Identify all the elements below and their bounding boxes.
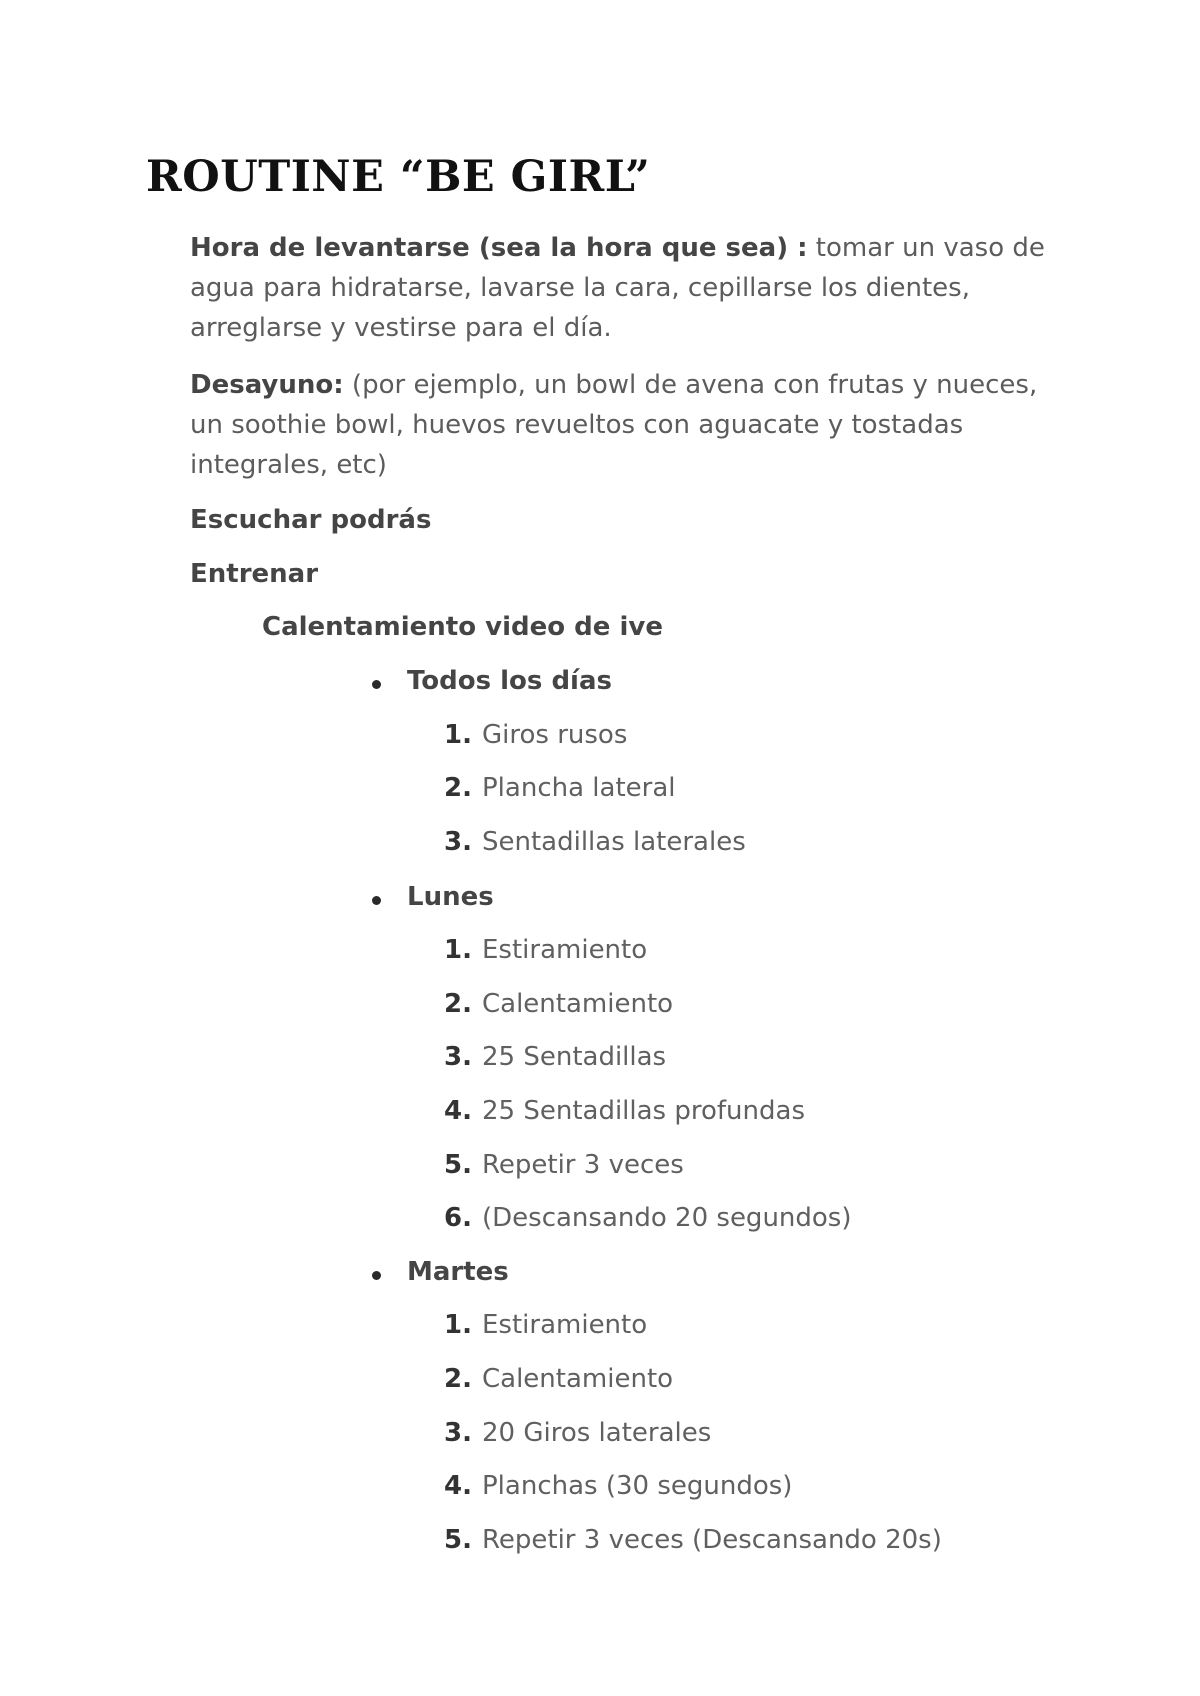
section-title-tuesday: Martes [407, 1257, 509, 1287]
train-heading: Entrenar [190, 559, 319, 589]
warmup-heading: Calentamiento video de ive [262, 612, 663, 642]
list-item: 4. 25 Sentadillas profundas [444, 1096, 805, 1126]
list-item: 5. Repetir 3 veces [444, 1150, 684, 1180]
page-title: ROUTINE “BE GIRL” [146, 152, 651, 202]
wake-up-label: Hora de levantarse (sea la hora que sea) : [190, 233, 808, 263]
breakfast-label: Desayuno: [190, 370, 344, 400]
section-title-monday: Lunes [407, 882, 494, 912]
listen-heading: Escuchar podrás [190, 505, 432, 535]
list-item: 5. Repetir 3 veces (Descansando 20s) [444, 1525, 942, 1555]
list-item: 2. Plancha lateral [444, 773, 676, 803]
wake-up-text: tomar un vaso de agua para hidratarse, lavarse la cara, cepillarse los dientes, arreglarse y vestirse para el día. [190, 233, 1045, 343]
list-item: 3. 25 Sentadillas [444, 1042, 667, 1072]
list-item: 3. Sentadillas laterales [444, 827, 746, 857]
list-item: 4. Planchas (30 segundos) [444, 1471, 793, 1501]
list-item: 2. Calentamiento [444, 1364, 674, 1394]
bullet-icon [372, 896, 381, 905]
list-item: 3. 20 Giros laterales [444, 1418, 712, 1448]
list-item: 6. (Descansando 20 segundos) [444, 1203, 852, 1233]
bullet-icon [372, 680, 381, 689]
breakfast-text: (por ejemplo, un bowl de avena con frutas y nueces, un soothie bowl, huevos revueltos con aguacate y tostadas integrales, etc) [190, 370, 1038, 480]
bullet-icon [372, 1271, 381, 1280]
list-item: 1. Giros rusos [444, 720, 628, 750]
list-item: 1. Estiramiento [444, 935, 648, 965]
breakfast-paragraph [190, 365, 1050, 485]
section-title-every-day: Todos los días [407, 666, 612, 696]
list-item: 1. Estiramiento [444, 1310, 648, 1340]
list-item: 2. Calentamiento [444, 989, 674, 1019]
wake-up-paragraph [190, 228, 1050, 348]
